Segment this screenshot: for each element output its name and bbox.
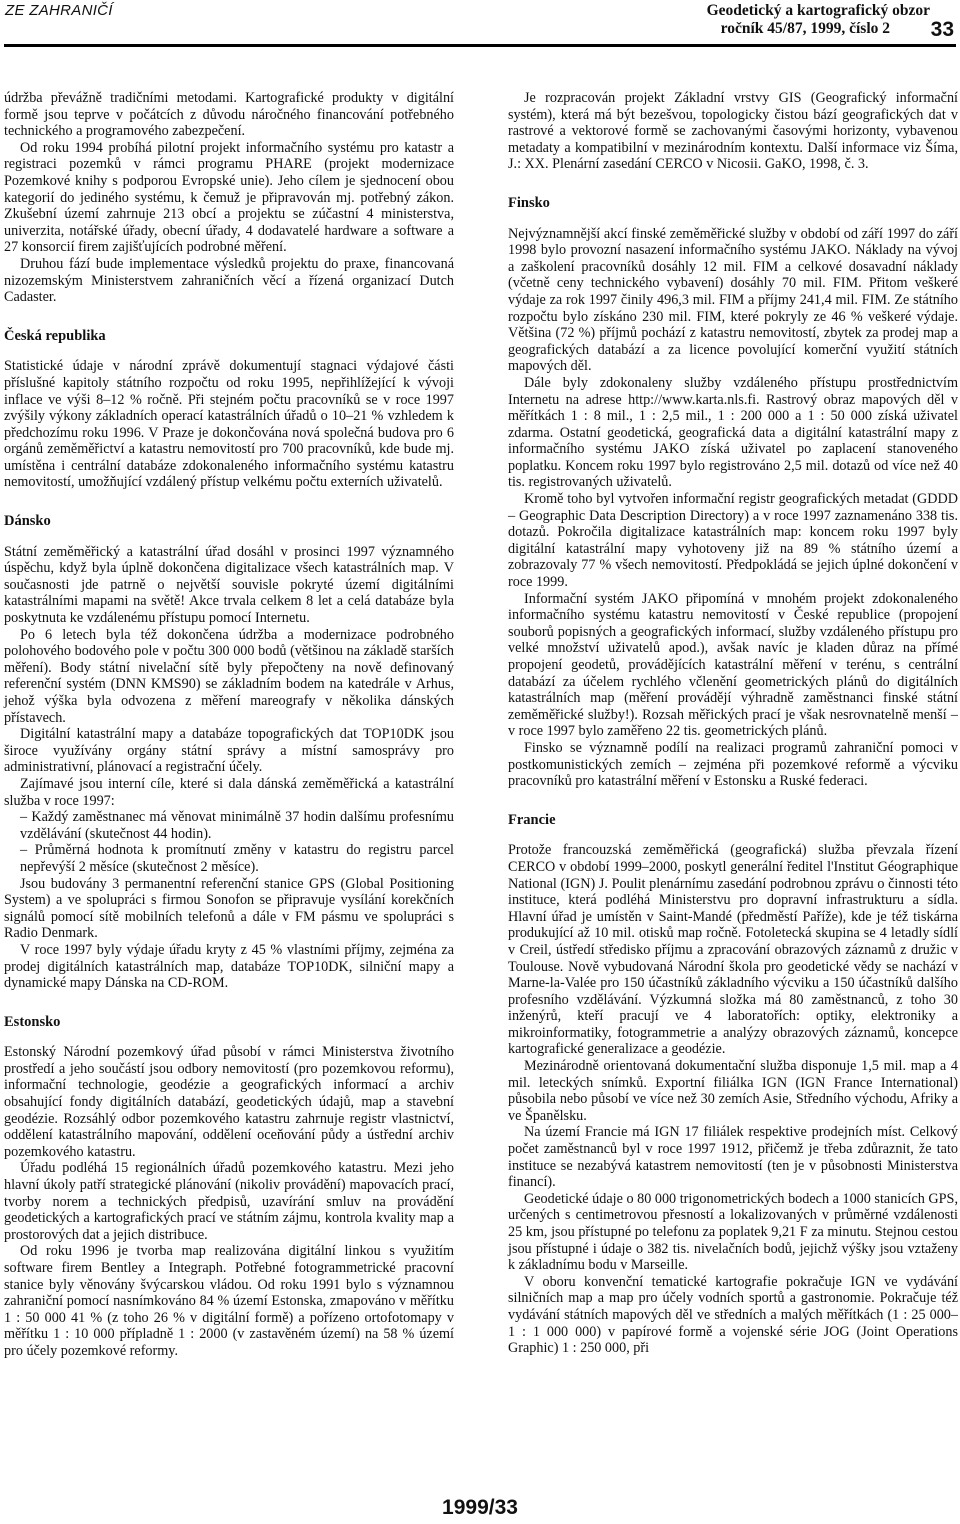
paragraph: Zajímavé jsou interní cíle, které si dala dánská zeměměřická a katastrální služba v roce 1997: [4,775,454,809]
paragraph: Protože francouzská zeměměřická (geografická) služba převzala řízení CERCO v období 1999–2000, poskytl generální ředitel l'Institut Géographique National (IGN) J. Poulit plenárnímu zasedání podrobnou zprávu o činnosti této instituce, která podléhá Ministerstvu pro dopravní infrastrukturu a sídla. Hlavní úřad je umístěn v Saint-Mandé (předměstí Paříže), kde je též tiskárna produkující až 10 mil. otisků map ročně. Fotoletecká skupina se 4 letadly sídlí v Creil, ústředí středisko příjmu a zpracování obrazových záznamů z družic v Toulouse. Nově vybudovaná Národní škola pro geodetické vědy se nachází v Marne-la-Valée pro 150 účastníků základního výcviku a 150 účastníků dalšího profesního vzdělávání. Výzkumná složka má 80 zaměstnanců, z toho 30 inženýrů, kteří pracují ve 4 laboratořích: optiky, elektroniky a mikroinformatiky, fotogrammetrie a analýzy obrazových záznamů, koncepce kartografické generalizace a geodézie. [508,842,958,1058]
paragraph: Od roku 1996 je tvorba map realizována digitální linkou s využitím software firem Bentley a Integraph. Potřebné fotogrammetrické pracovní stanice byly věnovány švýcarskou vládou. Od roku 1991 bylo s významnou zahraniční pomocí nasnímkováno 84 % území Estonska, zmapováno v měřítku 1 : 50 000 41 % (z toho 26 % v digitální formě) a pořízeno ortofotomapy v měřítku 1 : 10 000 přípladně 1 : 2000 (v zastavěném území) na 58 % území pro účely pozemkové reformy. [4,1243,454,1359]
paragraph: V oboru konvenční tematické kartografie pokračuje IGN ve vydávání silničních map a map pro účely vodních sportů a gastronomie. Pokračuje též vydávání státních mapových děl ve středních a malých měřítkách (1 : 25 000–1 : 1 000 000) v papírové formě a vojenské série JOG (Joint Operations Graphic) 1 : 250 000, při [508,1273,958,1357]
section-heading-denmark: Dánsko [4,513,51,530]
section-heading-finland: Finsko [508,194,550,211]
paragraph: Mezinárodně orientovaná dokumentační služba disponuje 1,5 mil. map a 4 mil. leteckých snímků. Exportní filiálka IGN (IGN France International) působila nebo působí ve více než 30 zemích Asie, Středního východu, Afriky a ve Španělsku. [508,1058,958,1124]
section-heading-estonia: Estonsko [4,1013,61,1030]
paragraph: Od roku 1994 probíhá pilotní projekt informačního systému pro katastr a registraci pozemků v rámci programu PHARE (projekt modernizace Pozemkové knihy s podporou Evropské unie). Jeho cílem je sjednocení obou kategorií do jediného systému, k čemuž je připravován mj. potřebný zákon. Zkušební území zahrnuje 213 obcí a projektu se zúčastní 4 ministerstva, univerzita, notářské úřady, obecní úřady, 4 dodavatelé hardware a software a 27 konsorcií firem zajišťujících podrobné měření. [4,139,454,256]
section-title: ZE ZAHRANIČÍ [5,2,113,19]
paragraph: Informační systém JAKO připomíná v mnohém projekt zdokonaleného informačního systému katastru nemovitostí v České republice (propojení souborů popisných a geografických informací, služby vzdáleného přístupu pro velké množství uživatelů apod.), avšak navíc je kladen důraz na přímé propojení geodetů, provádějících katastrální měření v terénu, s centrální databází za účelem rychlého včlenění geometrických plánů do digitálních katastrálních map (měření provádějí výhradně zaměstnanci finské státní zeměměřické služby!). Rozsah měřických prací je však nesrovnatelně menší – v roce 1997 bylo zaměřeno 22 tis. geometrických plánů. [508,590,958,740]
paragraph: Digitální katastrální mapy a databáze topografických dat TOP10DK jsou široce využívány orgány státní správy a místní samosprávy pro administrativní, plánovací a registrační účely. [4,726,454,776]
paragraph: V roce 1997 byly výdaje úřadu kryty z 45 % vlastními příjmy, zejména za prodej digitálních katastrálních map, databáze TOP10DK, silniční mapy a dynamické mapy Dánska na CD-ROM. [4,941,454,992]
paragraph: Kromě toho byl vytvořen informační registr geografických metadat (GDDD – Geographic Data Description Directory) a v roce 1997 zaznamenáno 338 tis. dotazů. Pokročila digitalizace katastrálních map: koncem roku 1997 byly digitální katastrální mapy vyhotoveny již na 89 % státního území a zobrazovaly 77 % všech nemovitostí. Předpokládá se jejich úplné dokončení v roce 1999. [508,491,958,591]
paragraph: Nejvýznamnější akcí finské zeměměřické služby v období od září 1997 do září 1998 bylo provozní nasazení informačního systému JAKO. Náklady na vývoj a zaškolení pracovníků dosáhly 12 mil. FIM a celkové dosavadní náklady (včetně ceny technického vybavení) dosáhly 70 mil. FIM. Přitom veškeré výdaje za rok 1997 činily 496,3 mil. FIM a příjmy 241,4 mil. FIM. Ze státního rozpočtu bylo získáno 230 mil. FIM, které pokryly ze 46 % veškeré výdaje. Většina (72 %) příjmů pochází z katastru nemovitostí, zbytek za prodej map a geografických databází a za licence povolující komerční využití státních mapových děl. [508,225,958,375]
paragraph: Statistické údaje v národní zprávě dokumentují stagnaci výdajové části příslušné kapitoly státního rozpočtu od roku 1995, nepřihlížející k vývoji inflace ve výši 8–12 % ročně. Při stejném počtu pracovníků se v roce 1997 zvýšily výkony základních operací katastrálních úřadů o 10–21 % vzhledem k předchozímu roku 1996. V Praze je dokončována nová společná budova pro 6 orgánů zeměměřictví a katastru nemovitostí pro 700 pracovníků, kde bude mj. umístěna i centrální databáze zdokonaleného informačního systému katastru nemovitostí, umožňující vzdálený přístup velkému počtu externích uživatelů. [4,358,454,491]
section-heading-czech-republic: Česká republika [4,327,106,344]
header-rule [4,44,956,47]
list-item: – Každý zaměstnanec má věnovat minimálně 37 hodin dalšímu profesnímu vzdělávání (skutečnost 44 hodin). [20,809,454,842]
journal-volume: ročník 45/87, 1999, číslo 2 [720,20,890,37]
paragraph: Po 6 letech byla též dokončena údržba a modernizace podrobného polohového bodového pole v počtu 300 000 bodů (většinou na základě starších měření). Body státní nivelační sítě byly přepočteny na nově definovaný referenční systém (DNN KMS90) se základním bodem na katedrále v Arhus, jehož výška byla odvozena z měření mareografy v několika dánských přístavech. [4,626,454,726]
section-heading-france: Francie [508,811,556,828]
paragraph: Na území Francie má IGN 17 filiálek respektive prodejních míst. Celkový počet zaměstnanců byl v roce 1997 1912, přičemž je třeba zdůraznit, že tato instituce se nezabývá katastrem nemovitostí (ten je v působnosti Ministerstva financí). [508,1124,958,1191]
left-column [4,90,454,1360]
paragraph: Dále byly zdokonaleny služby vzdáleného přístupu prostřednictvím Internetu na adrese http://www.karta.nls.fi. Rastrový obraz mapových děl v měřítkách 1 : 8 mil., 1 : 2,5 mil., 1 : 200 000 a 1 : 50 000 získá uživatel zdarma. Ostatní geodetická, geografická data a digitální katastrální mapy z informačního systému JAKO získá uživatel po zaplacení stanoveného poplatku. Koncem roku 1997 bylo registrováno 2,5 mil. dotazů od více než 40 tis. registrovaných uživatelů. [508,374,958,491]
paragraph: Finsko se významně podílí na realizaci programů zahraniční pomoci v postkomunistických zemích – zejména při pozemkové reformě a výcviku pracovníků pro katastrální měření v Estonsku a Ruské federaci. [508,739,958,790]
journal-info [600,2,930,38]
paragraph: údržba převážně tradičními metodami. Kartografické produkty v digitální formě jsou teprve v počátcích z důvodu náročného financování potřebného technického a programového zabezpečení. [4,90,454,140]
paragraph: Estonský Národní pozemkový úřad působí v rámci Ministerstva životního prostředí a jeho součástí jsou odbory nemovitostí (pro pozemkovou reformu), informační technologie, geodézie a geografických informací a archiv obsahující fondy digitálních databází, geodetických údajů, map a stavební geodézie. Rozsáhlý odbor pozemkového katastru zahrnuje registr vlastnictví, oddělení katastrálního mapování, oddělení oceňování půdy a ústřední archiv pozemkového katastru. [4,1044,454,1160]
right-column [508,90,958,1357]
journal-name: Geodetický a kartografický obzor [706,2,930,19]
list-item: – Průměrná hodnota k promítnutí změny v katastru do registru parcel nepřevýší 2 měsíce (skutečnost 2 měsíce). [20,842,454,875]
paragraph: Státní zeměměřický a katastrální úřad dosáhl v prosinci 1997 významného úspěchu, když byla úplně dokončena digitalizace všech katastrálních map. V současnosti jde patrně o největší souvisle pokryté území digitálními katastrálními mapami na světě! Akce trvala celkem 8 let a celá databáze byla poskytnuta ke vzdálenému přístupu pomocí Internetu. [4,543,454,627]
paragraph: Jsou budovány 3 permanentní referenční stanice GPS (Global Positioning System) a ve spolupráci s firmou Sonofon se připravuje vysílání korekčních signálů pomocí sítě mobilních telefonů a dále v FM pásmu ve spolupráci s Radio Denmark. [4,875,454,942]
page-number: 33 [930,18,954,41]
footer-code: 1999/33 [442,1496,518,1519]
paragraph: Úřadu podléhá 15 regionálních úřadů pozemkového katastru. Mezi jeho hlavní úkoly patří strategické plánování (nikoliv provádění) mapovacích prací, tvorby norem a technických předpisů, uzavírání smluv na provádění geodetických a kartografických prací ve státním zájmu, kontrola kvality map a prostorových dat a jejich distribuce. [4,1160,454,1243]
paragraph: Druhou fází bude implementace výsledků projektu do praxe, financovaná nizozemským Ministerstvem zahraničních věcí a řízená organizací Dutch Cadaster. [4,255,454,306]
paragraph: Geodetické údaje o 80 000 trigonometrických bodech a 1000 stanicích GPS, určených s centimetrovou přesností a lokalizovaných v průměrné vzdálenosti 25 km, jsou přístupné po telefonu za poplatek 9,21 F za minutu. Stejnou cestou jsou přístupné i údaje o 382 tis. nivelačních bodů, jejichž výšky jsou vztaženy k základnímu bodu v Marseille. [508,1190,958,1274]
paragraph: Je rozpracován projekt Základní vrstvy GIS (Geografický informační systém), která má být bezešvou, topologicky čistou bází geografických dat v rastrové a vektorové formě se zachovanými časovými horizonty, vybavenou metadaty a kompatibilní v mezinárodním kontextu. Další informace viz Šíma, J.: XX. Plenární zasedání CERCO v Nicosii. GaKO, 1998, č. 3. [508,90,958,173]
